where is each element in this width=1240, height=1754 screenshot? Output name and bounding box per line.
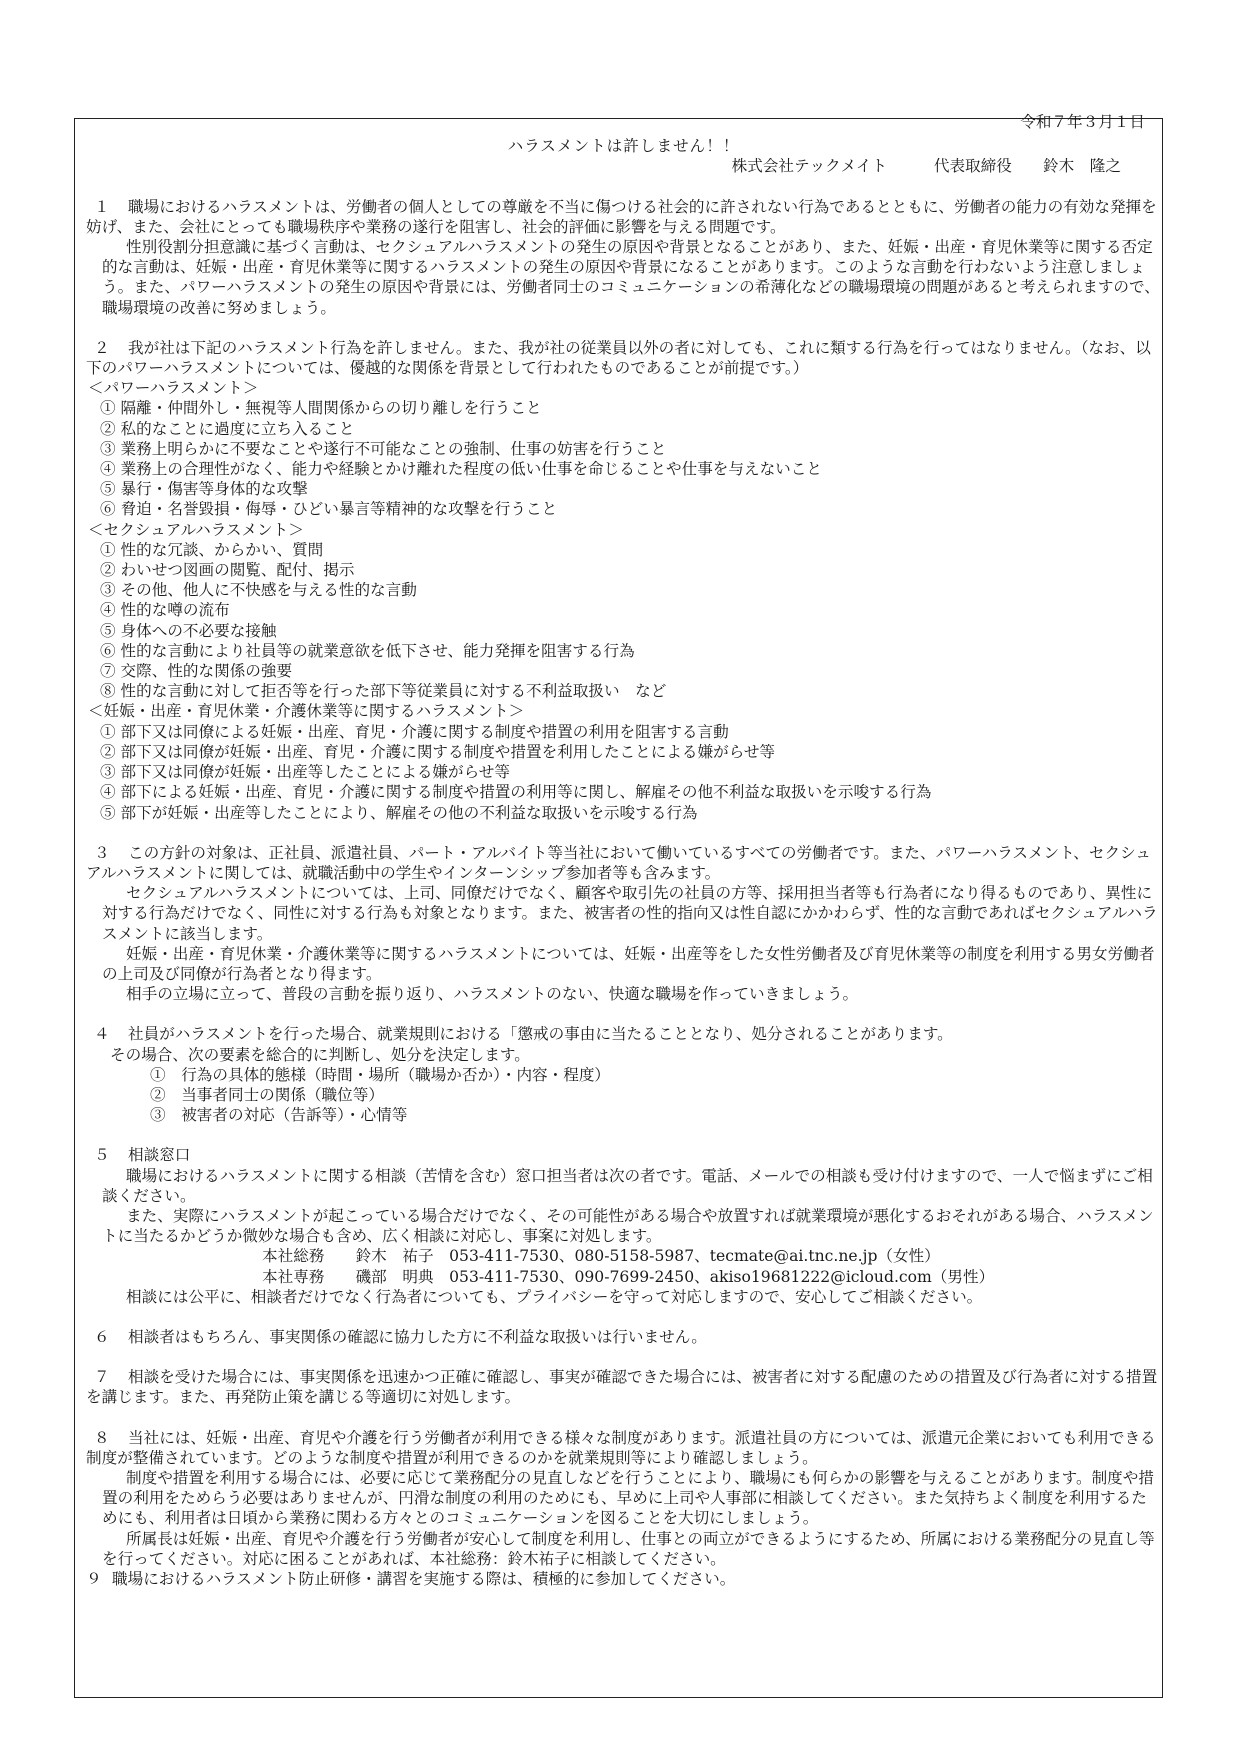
list-item: ③ 業務上明らかに不要なことや遂行不可能なことの強制、仕事の妨害を行うこと <box>100 439 667 458</box>
section-7-paragraph-1: 相談を受けた場合には、事実関係を迅速かつ正確に確認し、事実が確認できた場合には、被害者に対する配慮のための措置及び行為者に対する措置を講じます。また、再発防止策を講じる等適切に対処します。 <box>86 1368 1158 1407</box>
list-item: ② 部下又は同僚が妊娠・出産、育児・介護に関する制度や措置を利用したことによる嫌がらせ等 <box>100 742 776 761</box>
list-item: ⑤ 暴行・傷害等身体的な攻撃 <box>100 480 308 499</box>
list-item: ④ 業務上の合理性がなく、能力や経験とかけ離れた程度の低い仕事を命じることや仕事を与えないこと <box>100 460 822 479</box>
list-item: ① 行為の具体的態様（時間・場所（職場か否か）・内容・程度） <box>150 1065 611 1084</box>
section-5-paragraph-1: 職場におけるハラスメントに関する相談（苦情を含む）窓口担当者は次の者です。電話、メールでの相談も受け付けますので、一人で悩まずにご相談ください。 <box>102 1166 1153 1205</box>
section-number: ７ <box>94 1368 110 1387</box>
list-item: ③ 被害者の対応（告訴等）・心情等 <box>150 1106 408 1125</box>
list-item: ⑥ 性的な言動により社員等の就業意欲を低下させ、能力発揮を阻害する行為 <box>100 641 635 660</box>
list-item: ④ 性的な噂の流布 <box>100 601 230 620</box>
section-7 <box>86 1367 1161 1407</box>
section-number: １ <box>94 197 110 216</box>
section-8 <box>86 1428 1161 1569</box>
section-4-paragraph-1: 社員がハラスメントを行った場合、就業規則における「懲戒の事由に当たることとなり、処分されることがあります。 <box>128 1025 953 1044</box>
section-2 <box>86 338 1161 823</box>
section-3-paragraph-3: 妊娠・出産・育児休業・介護休業等に関するハラスメントについては、妊娠・出産等をした女性労働者及び育児休業等の制度を利用する男女労働者の上司及び同僚が行為者となり得ます。 <box>102 944 1155 983</box>
section-8-paragraph-3: 所属長は妊娠・出産、育児や介護を行う労働者が安心して制度を利用し、仕事との両立ができるようにするため、所属における業務配分の見直し等を行ってください。対応に困ることがあれば、本社総務：鈴木祐子に相談してください。 <box>102 1529 1155 1568</box>
list-item: ⑥ 脅迫・名誉毀損・侮辱・ひどい暴言等精神的な攻撃を行うこと <box>100 500 558 519</box>
list-item: ② 当事者同士の関係（職位等） <box>150 1085 384 1104</box>
list-item: ③ その他、他人に不快感を与える性的な言動 <box>100 581 417 600</box>
section-5-paragraph-2: また、実際にハラスメントが起こっている場合だけでなく、その可能性がある場合や放置すれば就業環境が悪化するおそれがある場合、ハラスメントに当たるかどうか微妙な場合も含め、広く相談に対応し、事案に対処します。 <box>102 1206 1154 1246</box>
list-item: ④ 部下による妊娠・出産、育児・介護に関する制度や措置の利用等に関し、解雇その他不利益な取扱いを示唆する行為 <box>100 783 932 802</box>
section-number: ８ <box>94 1428 110 1447</box>
section-3-paragraph-4: 相手の立場に立って、普段の言動を振り返り、ハラスメントのない、快適な職場を作っていきましょう。 <box>126 985 859 1004</box>
section-number: ９ <box>86 1570 102 1588</box>
section-number: ３ <box>94 843 110 862</box>
list-item: ② 私的なことに過度に立ち入ること <box>100 419 355 438</box>
list-item: ① 隔離・仲間外し・無視等人間関係からの切り離しを行うこと <box>100 399 542 418</box>
section-6 <box>86 1327 1161 1347</box>
document-title: ハラスメントは許しません！！ <box>507 137 740 156</box>
section-number: ６ <box>94 1327 110 1346</box>
section-4-paragraph-2: その場合、次の要素を総合的に判断し、処分を決定します。 <box>110 1045 530 1064</box>
document-date: 令和７年３月１日 <box>1020 113 1145 131</box>
contact-line-1: 本社総務 鈴木 祐子 053-411-7530、080-5158-5987、tecmate@ai.tnc.ne.jp（女性） <box>262 1247 940 1266</box>
section-number: ２ <box>94 338 110 357</box>
section-2-paragraph-1: 我が社は下記のハラスメント行為を許しません。また、我が社の従業員以外の者に対しても、これに類する行為を行ってはなりません。（なお、以下のパワーハラスメントについては、優越的な関係を背景として行われたものであることが前提です。） <box>86 338 1151 378</box>
policy-document <box>86 112 1161 1589</box>
section-3 <box>86 843 1161 1005</box>
section-9 <box>86 1569 1161 1589</box>
section-number: ５ <box>94 1146 110 1165</box>
list-item: ① 部下又は同僚による妊娠・出産、育児・介護に関する制度や措置の利用を阻害する言動 <box>100 722 729 741</box>
maternity-harassment-heading: ＜妊娠・出産・育児休業・介護休業等に関するハラスメント＞ <box>88 702 525 721</box>
contact-line-2: 本社専務 磯部 明典 053-411-7530、090-7699-2450、akiso19681222@icloud.com（男性） <box>262 1267 995 1286</box>
section-8-paragraph-1: 当社には、妊娠・出産、育児や介護を行う労働者が利用できる様々な制度があります。派遣社員の方については、派遣元企業においても利用できる制度が整備されています。どのような制度や措置が利用できるのかを就業規則等により確認しましょう。 <box>86 1428 1156 1467</box>
list-item: ③ 部下又は同僚が妊娠・出産等したことによる嫌がらせ等 <box>100 763 510 782</box>
section-3-paragraph-2: セクシュアルハラスメントについては、上司、同僚だけでなく、顧客や取引先の社員の方等、採用担当者等も行為者になり得るものであり、異性に対する行為だけでなく、同性に対する行為も対象となります。また、被害者の性的指向又は性自認にかかわらず、性的な言動であればセクシュアルハラスメントに該当します。 <box>102 884 1158 943</box>
section-8-paragraph-2: 制度や措置を利用する場合には、必要に応じて業務配分の見直しなどを行うことにより、職場にも何らかの影響を与えることがあります。制度や措置の利用をためらう必要はありませんが、円滑な制度の利用のためにも、早めに上司や人事部に相談してください。また気持ちよく制度を利用するためにも、利用者は日頃から業務に関わる方々とのコミュニケーションを図ることを大切にしましょう。 <box>102 1468 1154 1528</box>
list-item: ⑤ 部下が妊娠・出産等したことにより、解雇その他の不利益な取扱いを示唆する行為 <box>100 803 698 822</box>
list-item: ⑦ 交際、性的な関係の強要 <box>100 662 293 681</box>
list-item: ① 性的な冗談、からかい、質問 <box>100 540 324 559</box>
list-item: ⑤ 身体への不必要な接触 <box>100 621 277 640</box>
section-3-paragraph-1: この方針の対象は、正社員、派遣社員、パート・アルバイト等当社において働いているすべての労働者です。また、パワーハラスメント、セクシュアルハラスメントに関しては、就職活動中の学生やインターンシップ参加者等も含みます。 <box>86 843 1151 882</box>
section-5-paragraph-3: 相談には公平に、相談者だけでなく行為者についても、プライバシーを守って対応しますので、安心してご相談ください。 <box>126 1287 983 1306</box>
section-1 <box>86 197 1161 318</box>
power-harassment-heading: ＜パワーハラスメント＞ <box>88 379 259 398</box>
section-1-paragraph-1: 職場におけるハラスメントは、労働者の個人としての尊厳を不当に傷つける社会的に許されない行為であるとともに、労働者の能力の有効な発揮を妨げ、また、会社にとっても職場秩序や業務の遂行を阻害し、社会的評価に影響を与える問題です。 <box>86 197 1157 236</box>
sexual-harassment-heading: ＜セクシュアルハラスメント＞ <box>88 520 304 539</box>
list-item: ② わいせつ図画の閲覧、配付、掲示 <box>100 561 355 580</box>
section-9-paragraph-1: 職場におけるハラスメント防止研修・講習を実施する際は、積極的に参加してください。 <box>112 1570 736 1588</box>
company-signature: 株式会社テックメイト 代表取締役 鈴木 隆之 <box>731 157 1121 176</box>
section-1-paragraph-2: 性別役割分担意識に基づく言動は、セクシュアルハラスメントの発生の原因や背景となることがあり、また、妊娠・出産・育児休業等に関する否定的な言動は、妊娠・出産・育児休業等に関するハラスメントの発生の原因や背景になることがあります。このような言動を行わないよう注意しましょう。また、パワーハラスメントの発生の原因や背景には、労働者同士のコミュニケーションの希薄化などの職場環境の問題があると考えられますので、職場環境の改善に努めましょう。 <box>102 238 1160 317</box>
section-number: ４ <box>94 1025 110 1044</box>
section-5 <box>86 1145 1161 1307</box>
list-item: ⑧ 性的な言動に対して拒否等を行った部下等従業員に対する不利益取扱い など <box>100 682 667 701</box>
section-5-heading: 相談窓口 <box>128 1146 191 1165</box>
section-4 <box>86 1024 1161 1125</box>
section-6-paragraph-1: 相談者はもちろん、事実関係の確認に協力した方に不利益な取扱いは行いません。 <box>128 1327 707 1346</box>
